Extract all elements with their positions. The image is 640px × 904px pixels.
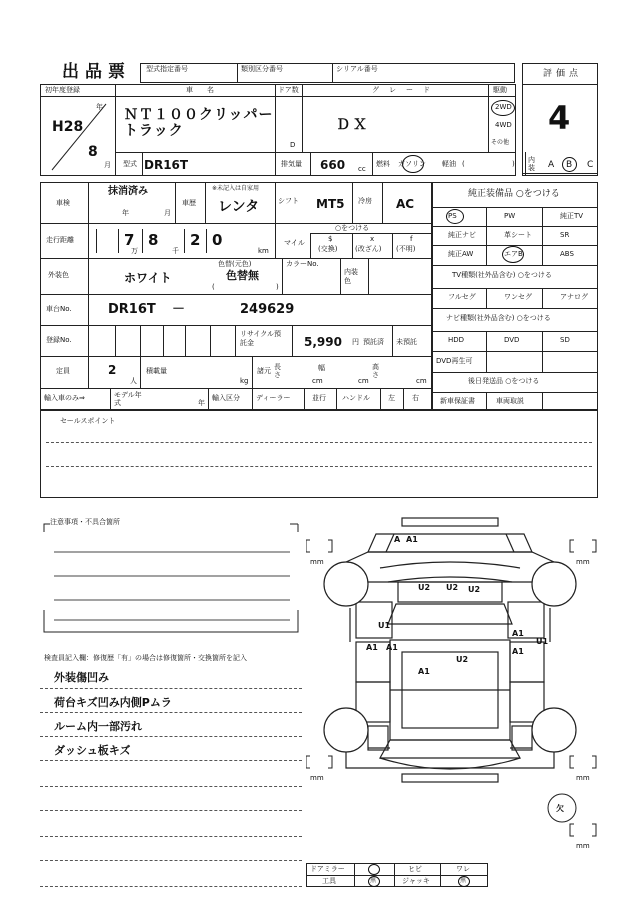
grade-label: グレード	[372, 86, 440, 94]
note-line-3: ルーム内一部汚れ	[54, 720, 142, 733]
svg-text:mm: mm	[310, 558, 324, 566]
equipment-item: フルセグ	[448, 293, 476, 301]
svg-text:U1: U1	[378, 621, 391, 630]
category-label: 類別区分番号	[241, 65, 283, 73]
note-line-1: 外装傷凹み	[54, 671, 109, 684]
chassis-prefix: DR16T	[108, 302, 156, 317]
svg-text:mm: mm	[576, 558, 590, 566]
odometer-digit: 2	[190, 231, 201, 249]
equipment-item: PS	[448, 212, 457, 220]
ac-value: AC	[396, 197, 415, 211]
sales-point-label: セールスポイント	[60, 417, 116, 425]
equipment-item: 純正TV	[560, 212, 584, 220]
svg-text:A1: A1	[512, 647, 524, 656]
shift-value: MT5	[316, 197, 345, 211]
recycle-value: 5,990	[304, 335, 342, 349]
caution-label: 注意事項・不具合箇所	[50, 518, 120, 526]
sales-point-box	[40, 410, 598, 498]
odometer-digit: 8	[148, 231, 159, 249]
odometer-digit: 7	[124, 231, 135, 249]
equipment-item: SD	[560, 336, 570, 344]
odometer-digit-cell	[96, 229, 116, 253]
odometer-digit: 0	[212, 231, 223, 249]
svg-text:A: A	[394, 535, 401, 544]
later-item: 車両取説	[496, 397, 524, 405]
grade-value: ＤＸ	[336, 117, 370, 133]
type-approval-label: 型式指定番号	[146, 65, 188, 73]
capacity-value: 2	[108, 363, 117, 377]
header-id-row	[140, 63, 515, 83]
svg-text:U2: U2	[468, 585, 481, 594]
score-label: 評価点	[543, 69, 583, 79]
svg-text:U2: U2	[456, 655, 469, 664]
equipment-item: 純正ナビ	[448, 231, 476, 239]
car-damage-diagram	[306, 512, 600, 882]
drive-2wd: 2WD	[495, 103, 512, 111]
first-reg-year: H28	[52, 119, 84, 135]
svg-text:A1: A1	[512, 629, 524, 638]
fuel-gasoline: ガソリン	[398, 160, 426, 168]
equipment-item: HDD	[448, 336, 465, 344]
missing-mark: 欠	[556, 804, 564, 813]
displacement-value: 660	[320, 158, 346, 172]
svg-text:A1: A1	[406, 535, 418, 544]
equipment-item: DVD	[504, 336, 520, 344]
svg-text:mm: mm	[576, 774, 590, 782]
svg-text:U2: U2	[446, 583, 459, 592]
interior-b: B	[566, 160, 573, 170]
model-value: DR16T	[144, 158, 189, 172]
equipment-item: ワンセグ	[504, 293, 532, 301]
ps-circle	[446, 209, 464, 224]
equipment-item: 革シート	[504, 231, 532, 239]
form-title: 出品票	[62, 62, 131, 82]
note-line-2: 荷台キズ凹み内側Pムラ	[54, 696, 172, 709]
color-change-value: 色替無	[226, 269, 259, 282]
fuel-gasoline-circle	[402, 155, 424, 173]
svg-text:mm: mm	[576, 842, 590, 850]
svg-text:A1: A1	[386, 643, 398, 652]
later-item: 新車保証書	[440, 397, 475, 405]
equipment-item: 純正AW	[448, 250, 474, 258]
svg-text:A1: A1	[418, 667, 430, 676]
car-name-line2: トラック	[124, 123, 184, 139]
equipment-item: PW	[504, 212, 516, 220]
equipment-item: SR	[560, 231, 570, 239]
first-reg-month: 8	[88, 144, 98, 160]
drive-2wd-circle	[491, 100, 515, 116]
svg-text:A1: A1	[366, 643, 378, 652]
first-reg-label: 初年度登録	[45, 86, 80, 94]
airbag-circle	[502, 246, 524, 263]
exterior-color: ホワイト	[124, 271, 172, 285]
serial-label: シリアル番号	[336, 65, 378, 73]
history-value: レンタ	[218, 199, 260, 215]
score-value: 4	[548, 99, 571, 137]
car-name-line1: ＮＴ１００クリッパー	[124, 107, 274, 123]
equipment-item: エアB	[504, 250, 523, 258]
car-name-label: 車名	[186, 86, 228, 94]
svg-text:mm: mm	[310, 774, 324, 782]
mirror-mark	[368, 864, 380, 875]
equipment-item: アナログ	[560, 293, 588, 301]
doors-label: ドア数	[278, 86, 299, 94]
inspector-label: 検査員記入欄：修復歴「有」の場合は修復箇所・交換箇所を記入	[44, 654, 247, 662]
note-line-4: ダッシュ板キズ	[54, 744, 131, 757]
inspection-value: 抹消済み	[108, 186, 148, 197]
svg-text:U2: U2	[418, 583, 431, 592]
equipment-item: ABS	[560, 250, 574, 258]
chassis-number: 249629	[240, 302, 295, 317]
svg-text:U1: U1	[536, 637, 549, 646]
